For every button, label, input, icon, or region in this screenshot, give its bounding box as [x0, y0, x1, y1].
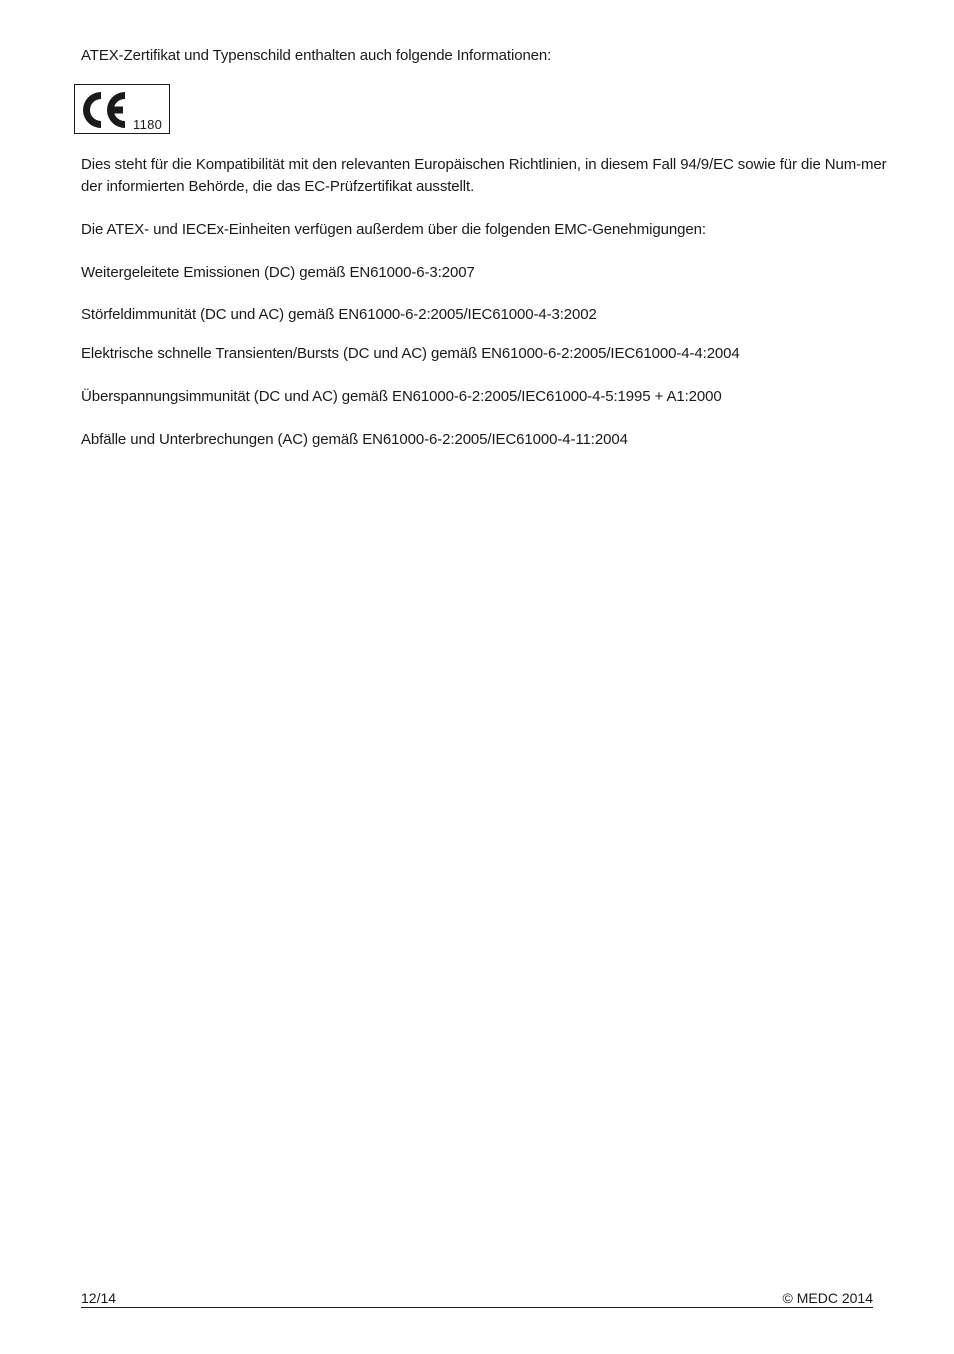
- ce-mark-icon: [79, 88, 131, 132]
- footer-divider: [81, 1307, 873, 1308]
- intro-text: ATEX-Zertifikat und Typenschild enthalten auch folgende Informationen:: [81, 47, 552, 64]
- copyright-notice: © MEDC 2014: [782, 1290, 873, 1306]
- compatibility-paragraph: Dies steht für die Kompatibilität mit den relevanten Europäischen Richtlinien, in diesem Fall 94/9/EC sowie für die Num-mer der informierten Behörde, die das EC-Prüfzertifikat ausstellt.: [81, 156, 887, 195]
- emc-item-burst: Elektrische schnelle Transienten/Bursts (DC und AC) gemäß EN61000-6-2:2005/IEC61000-4-4:2004: [81, 345, 740, 362]
- emc-item-dips: Abfälle und Unterbrechungen (AC) gemäß EN61000-6-2:2005/IEC61000-4-11:2004: [81, 431, 628, 448]
- ce-marking-box: [74, 84, 170, 134]
- emc-item-radiated-immunity: Störfeldimmunität (DC und AC) gemäß EN61000-6-2:2005/IEC61000-4-3:2002: [81, 306, 597, 323]
- emc-item-surge: Überspannungsimmunität (DC und AC) gemäß EN61000-6-2:2005/IEC61000-4-5:1995 + A1:2000: [81, 388, 722, 405]
- emc-item-emissions: Weitergeleitete Emissionen (DC) gemäß EN61000-6-3:2007: [81, 264, 475, 281]
- notified-body-number: 1180: [133, 117, 163, 132]
- emc-approvals-intro: Die ATEX- und IECEx-Einheiten verfügen außerdem über die folgenden EMC-Genehmigungen:: [81, 221, 706, 238]
- page-number: 12/14: [81, 1290, 117, 1306]
